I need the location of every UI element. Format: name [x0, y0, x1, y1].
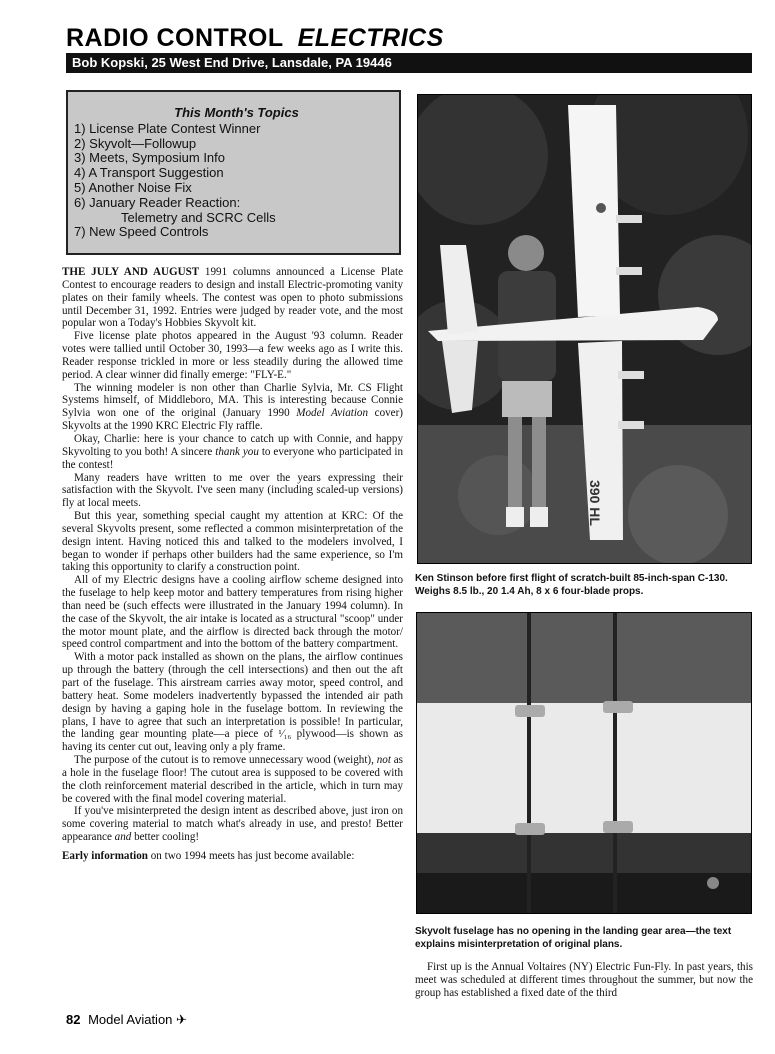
topic-item: 5) Another Noise Fix	[74, 179, 192, 195]
title-italic: ELECTRICS	[297, 24, 444, 52]
paragraph: THE JULY AND AUGUST 1991 columns announced a License Plate Contest to encourage readers to design and install Electric-promoting vanity plates on their family wheels. The contest was open to photo submissions until December 31, 1992. Entries were judged by reader vote, and the most popular won a Today's Hobbies Skyvolt kit.	[62, 266, 403, 330]
lead-in: THE JULY AND AUGUST	[62, 266, 200, 278]
paragraph: Many readers have written to me over the years expressing their satisfaction with the Skyvolt. I've seen many (including scaled-up versions) fly at local meets.	[62, 471, 403, 510]
plane-marking: 390 HL	[587, 480, 603, 526]
topic-item: 7) New Speed Controls	[74, 224, 209, 240]
paragraph: Okay, Charlie: here is your chance to catch up with Connie, and happy Skyvolting to you both! A sincere thank you to everyone who participated in the contest!	[62, 432, 403, 471]
photo-c130-model	[417, 94, 752, 564]
paragraph: With a motor pack installed as shown on the plans, the airflow continues up through the battery (through the cell intersections) and then out the aft part of the fuselage. This airstream carries away motor, speed control, and battery heat. Some modelers inadvertently bypassed the intended air path design by having a gaping hole in the fuselage bottom. In reviewing the plans, I have to agree that such an interpretation is possible! In particular, the landing gear mounting plate—a piece of ¹⁄₁₆ plywood—is shown as having its center cut out, leaving only a ply frame.	[62, 651, 403, 754]
byline-bar: Bob Kopski, 25 West End Drive, Lansdale, PA 19446	[66, 53, 752, 73]
topic-item: 4) A Transport Suggestion	[74, 165, 224, 181]
topic-item: 6) January Reader Reaction:	[74, 194, 241, 210]
paragraph: The purpose of the cutout is to remove unnecessary wood (weight), not as a hole in the fuselage floor! The cutout area is supposed to be covered with the cloth reinforcement material described in the article, which in turn may be covered with the final model covering material.	[62, 754, 403, 805]
page-number: 82	[66, 1012, 81, 1027]
article-column-right	[415, 961, 753, 1000]
page-title	[66, 24, 444, 53]
paragraph: All of my Electric designs have a cooling airflow scheme designed into the fuselage to help keep motor and battery temperatures from rising higher than need be (such effects were illustrated in the January 1994 column). In the case of the Skyvolt, the air intake is located as a structural "scoop" under the motor mount plate, and the airflow is directed back through the motor/ speed control compartment and into the bottom of the battery compartment.	[62, 574, 403, 651]
page-footer	[66, 1012, 187, 1028]
magazine-name: Model Aviation	[88, 1012, 173, 1027]
paragraph: If you've misinterpreted the design intent as described above, just iron on some covering material to match what's already in use, and presto! Better appearance and better cooling!	[62, 805, 403, 844]
paragraph: The winning modeler is non other than Charlie Sylvia, Mr. CS Flight Systems himself, of Middleboro, MA. This is interesting because Connie Sylvia won one of the original (January 1990 Model Aviation cover) Skyvolts at the 1990 KRC Electric Fly raffle.	[62, 381, 403, 433]
paragraph: Early information on two 1994 meets has just become available:	[62, 849, 355, 862]
article-column-left	[62, 266, 403, 863]
topics-box	[66, 90, 401, 255]
paragraph: Five license plate photos appeared in the August '93 column. Reader votes were tallied until October 30, 1993—a few weeks ago as I write this. Reader response trickled in more or less steadily during the allowed time period. A clear winner did finally emerge: "FLY-E."	[62, 330, 403, 381]
topic-item: 1) License Plate Contest Winner	[74, 120, 261, 136]
airplane-icon: ✈	[176, 1012, 187, 1027]
topic-item: 2) Skyvolt—Followup	[74, 135, 197, 151]
topics-title: This Month's Topics	[174, 105, 299, 120]
photo-caption: Ken Stinson before first flight of scratch-built 85-inch-span C-130. Weighs 8.5 lb., 20 1.4 Ah, 8 x 6 four-blade props.	[415, 573, 728, 597]
photo-skyvolt-fuselage	[416, 612, 752, 914]
paragraph: But this year, something special caught my attention at KRC: Of the several Skyvolts present, some reflected a common misinterpretation of the design intent. Having noticed this and talked to the modelers involved, I began to wonder if perhaps other builders had the same experience, so I'm taking this opportunity to clarify a construction point.	[62, 510, 403, 574]
topic-item: 3) Meets, Symposium Info	[74, 150, 225, 166]
title-main: RADIO CONTROL	[66, 24, 284, 52]
paragraph: First up is the Annual Voltaires (NY) Electric Fun-Fly. In past years, this meet was scheduled at different times throughout the summer, but now the group has established a fixed date of the third	[415, 961, 753, 999]
lead-in: Early information	[62, 849, 148, 862]
photo-caption: Skyvolt fuselage has no opening in the landing gear area—the text explains misinterpretation of original plans.	[415, 926, 732, 950]
topic-item-continued: Telemetry and SCRC Cells	[121, 209, 276, 225]
